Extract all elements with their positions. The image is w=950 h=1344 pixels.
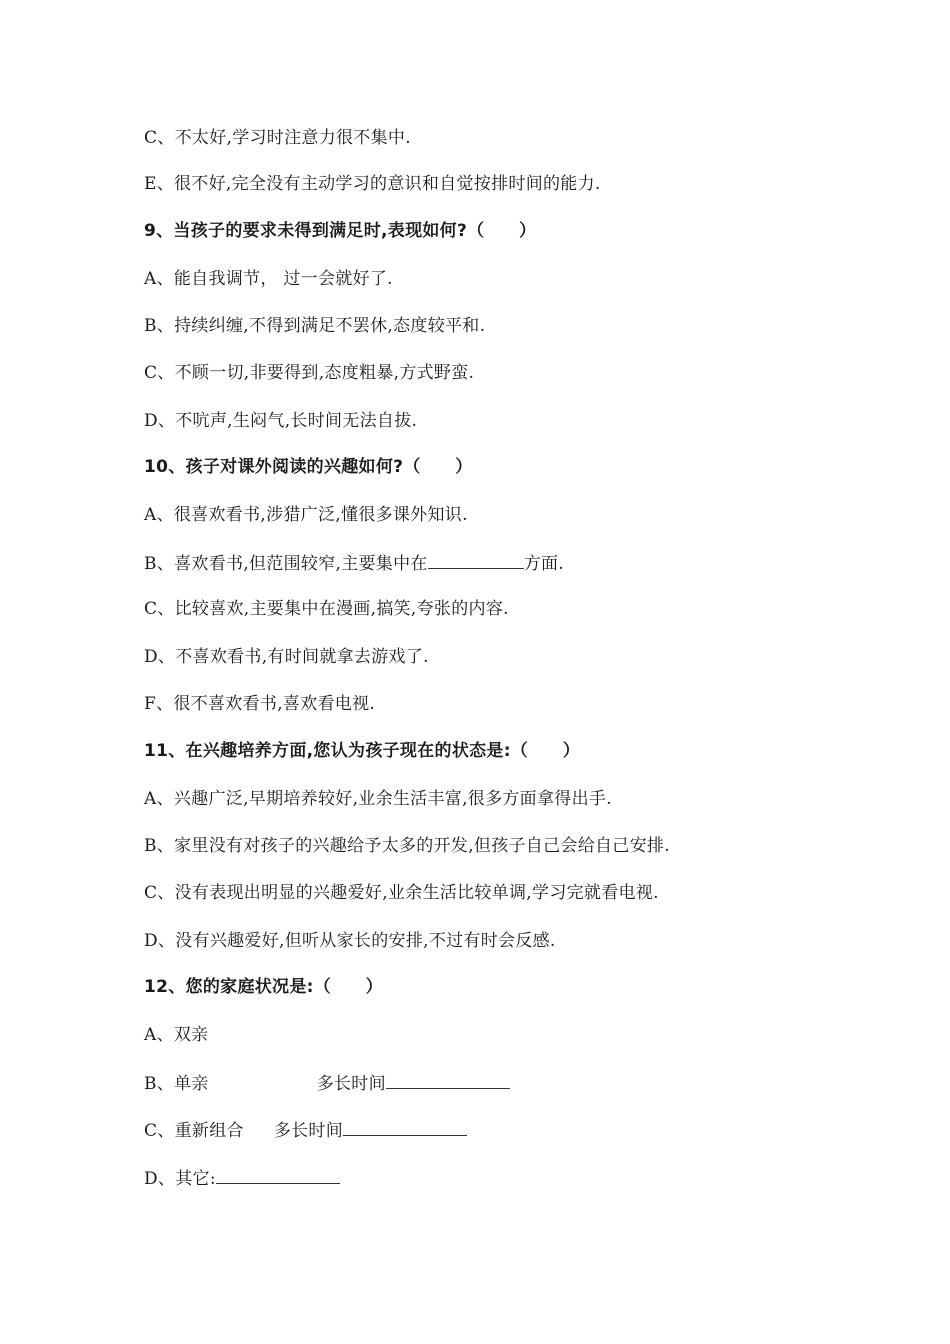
q8-option-c: C、不太好,学习时注意力很不集中. [144,128,411,148]
q10-option-c: C、比较喜欢,主要集中在漫画,搞笑,夸张的内容. [144,599,509,619]
q10-option-d: D、不喜欢看书,有时间就拿去游戏了. [144,647,429,667]
q9-option-d: D、不吭声,生闷气,长时间无法自拔. [144,411,418,431]
q11-title: 11、在兴趣培养方面,您认为孩子现在的状态是:（ ） [144,741,581,761]
q11-option-a: A、兴趣广泛,早期培养较好,业余生活丰富,很多方面拿得出手. [144,789,612,809]
q12-option-b-duration-label: 多长时间 [316,1074,386,1094]
q10-option-b-blank[interactable] [428,550,524,569]
q12-option-a: A、双亲 [144,1025,209,1045]
q12-option-c-duration-label: 多长时间 [273,1121,344,1141]
q12-option-b-duration-blank[interactable] [386,1070,510,1089]
q10-option-b [144,550,564,576]
q10-option-b-text: B、喜欢看书,但范围较窄,主要集中在 [144,554,428,574]
q11-option-d: D、没有兴趣爱好,但听从家长的安排,不过有时会反感. [144,931,556,951]
q9-option-b: B、持续纠缠,不得到满足不罢休,态度较平和. [144,316,486,336]
q12-title: 12、您的家庭状况是:（ ） [144,977,383,997]
q10-title: 10、孩子对课外阅读的兴趣如何?（ ） [144,457,473,477]
q12-option-c [144,1117,467,1143]
q12-option-d [144,1165,340,1191]
q12-option-b [144,1070,510,1096]
q11-option-c: C、没有表现出明显的兴趣爱好,业余生活比较单调,学习完就看电视. [144,883,659,903]
q12-option-b-text: B、单亲 [144,1074,209,1094]
q8-option-e: E、很不好,完全没有主动学习的意识和自觉按排时间的能力. [144,174,601,194]
q9-option-a: A、能自我调节， 过一会就好了. [144,269,393,289]
q12-option-c-text: C、重新组合 [144,1121,244,1141]
q12-option-c-duration-blank[interactable] [343,1117,467,1136]
q9-title: 9、当孩子的要求未得到满足时,表现如何?（ ） [144,221,537,241]
q9-option-c: C、不顾一切,非要得到,态度粗暴,方式野蛮. [144,363,475,383]
q11-option-b: B、家里没有对孩子的兴趣给予太多的开发,但孩子自己会给自己安排. [144,836,670,856]
q12-option-d-blank[interactable] [216,1165,340,1184]
q10-option-b-suffix: 方面. [523,554,565,574]
q12-option-d-text: D、其它: [144,1169,216,1189]
q10-option-f: F、很不喜欢看书,喜欢看电视. [144,694,376,714]
q10-option-a: A、很喜欢看书,涉猎广泛,懂很多课外知识. [144,505,468,525]
